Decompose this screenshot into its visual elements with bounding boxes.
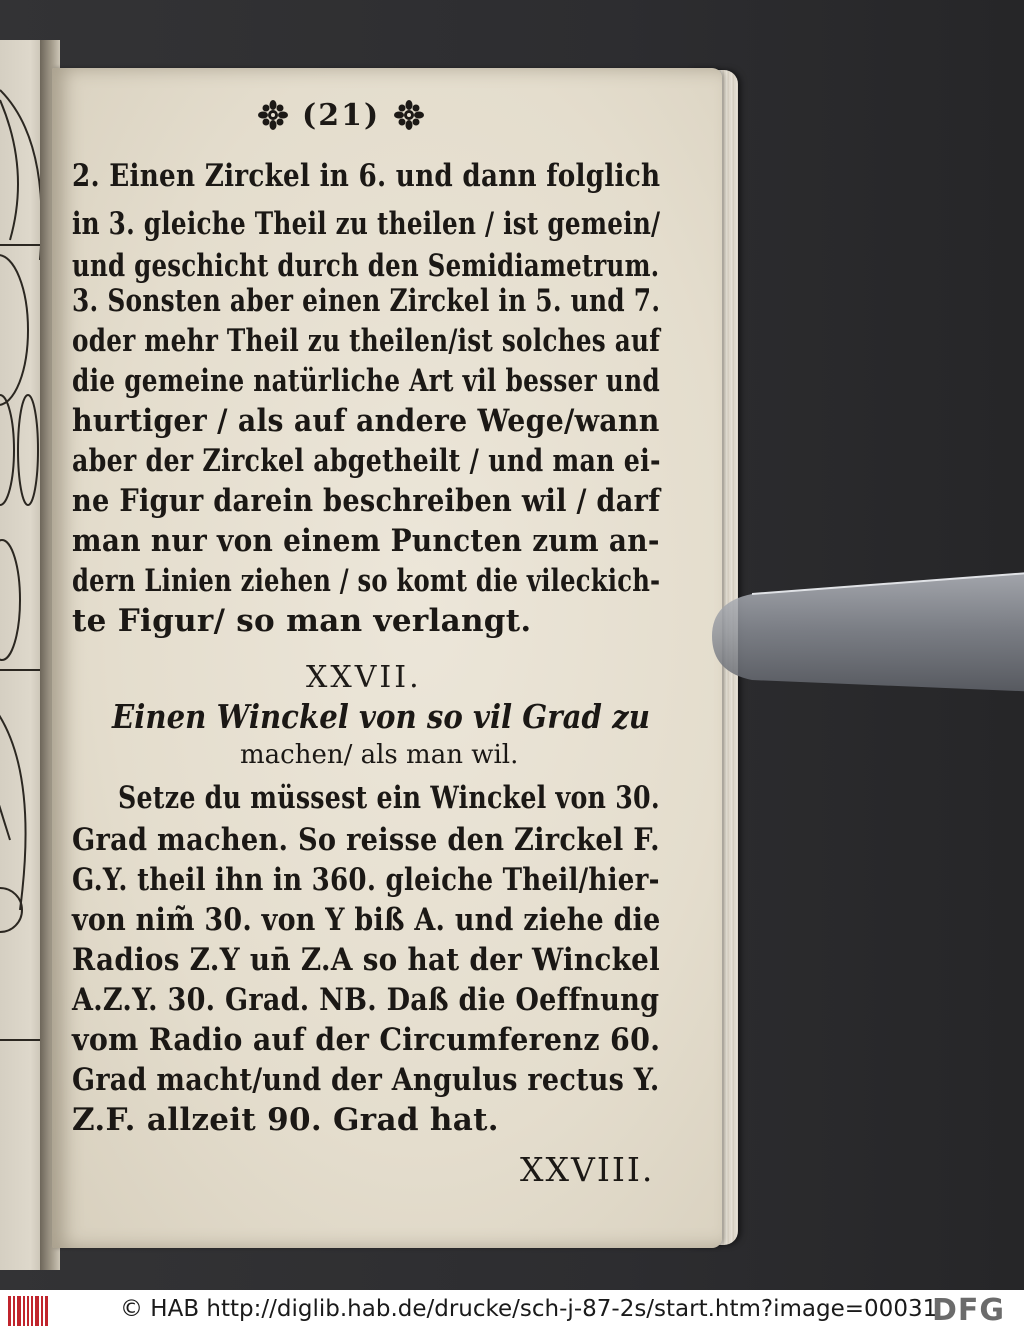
barcode-icon xyxy=(8,1296,48,1326)
text-line: von nim̃ 30. von Y biß A. und ziehe die xyxy=(72,902,661,938)
text-line: te Figur/ so man verlangt. xyxy=(72,603,532,639)
text-line: vom Radio auf der Circumferenz 60. xyxy=(72,1022,661,1058)
flower-ornament-icon xyxy=(394,100,424,130)
text-line: Grad macht/und der Angulus rectus Y. xyxy=(72,1062,660,1098)
text-line: Z.F. allzeit 90. Grad hat. xyxy=(72,1102,499,1138)
text-line: Setze du müssest ein Winckel von 30. xyxy=(118,780,660,816)
plastic-bookmark xyxy=(712,572,1024,692)
section-title: Einen Winckel von so vil Grad zu xyxy=(112,697,650,736)
text-line: oder mehr Theil zu theilen/ist solches auf xyxy=(72,323,661,359)
text-line: die gemeine natürliche Art vil besser und xyxy=(72,363,661,399)
text-line: A.Z.Y. 30. Grad. NB. Daß die Oeffnung xyxy=(72,982,660,1018)
footer-bar xyxy=(0,1290,1024,1332)
text-line: Grad machen. So reisse den Zirckel F. xyxy=(72,822,660,858)
page-number: (21) xyxy=(302,97,381,133)
running-head xyxy=(258,92,458,138)
flower-ornament-icon xyxy=(258,100,288,130)
section-number: XXVII. xyxy=(306,660,422,695)
text-line: dern Linien ziehen / so komt die vileckich- xyxy=(72,563,661,599)
text-line: ne Figur darein beschreiben wil / darf xyxy=(72,483,661,519)
text-line: man nur von einem Puncten zum an- xyxy=(72,523,660,559)
section-title-continued: machen/ als man wil. xyxy=(240,740,519,770)
dfg-logo: DFG xyxy=(932,1293,1006,1328)
text-line: aber der Zirckel abgetheilt / und man ei- xyxy=(72,443,661,479)
text-line: Radios Z.Y un̄ Z.A so hat der Winckel xyxy=(72,942,660,978)
text-line: in 3. gleiche Theil zu theilen / ist gemein/ xyxy=(72,206,661,242)
source-credit-link[interactable]: © HAB http://diglib.hab.de/drucke/sch-j-87-2s/start.htm?image=00031 xyxy=(120,1296,938,1322)
text-line: 2. Einen Zirckel in 6. und dann folglich xyxy=(72,158,661,194)
text-line: 3. Sonsten aber einen Zirckel in 5. und 7. xyxy=(72,283,661,319)
text-line: hurtiger / als auf andere Wege/wann xyxy=(72,403,660,439)
text-line: G.Y. theil ihn in 360. gleiche Theil/hier- xyxy=(72,862,660,898)
catchword: XXVIII. xyxy=(520,1150,655,1189)
text-line: und geschicht durch den Semidiametrum. xyxy=(72,248,660,284)
